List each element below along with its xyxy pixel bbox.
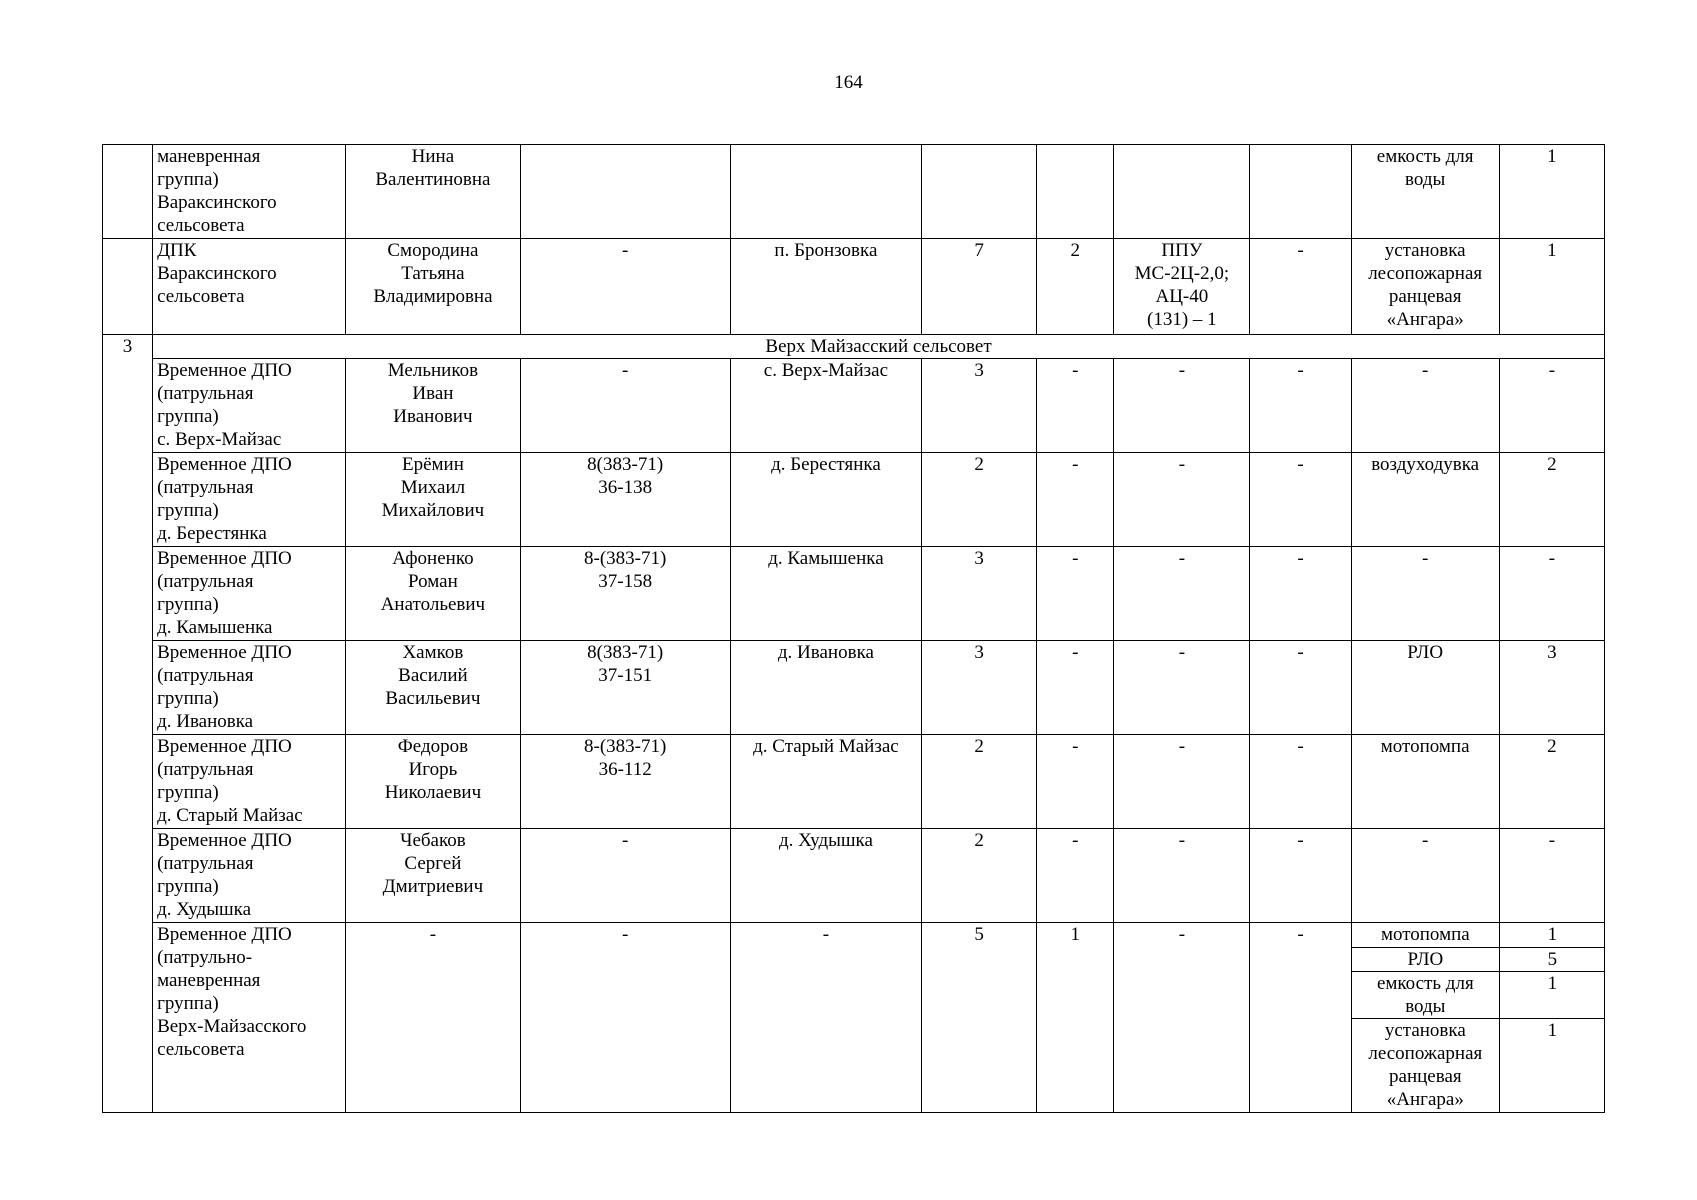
org-cell: Временное ДПО (патрульная группа) д. Худышка — [153, 829, 346, 923]
equipment-cell: - — [1351, 547, 1499, 641]
qty-cell: - — [1499, 359, 1604, 453]
fire-tech-cell: - — [1114, 923, 1250, 1113]
fire-tech-cell: - — [1114, 453, 1250, 547]
org-cell: Временное ДПО (патрульная группа) с. Верх-Майзас — [153, 359, 346, 453]
equipment-cell: РЛО — [1351, 641, 1499, 735]
table-row — [103, 923, 1605, 1113]
fire-tech-cell: - — [1114, 641, 1250, 735]
table-row — [103, 641, 1605, 735]
location-cell: - — [730, 923, 921, 1113]
phone-cell: - — [520, 359, 730, 453]
section-number-cell — [103, 145, 153, 239]
table-row — [103, 829, 1605, 923]
qty-cell: - — [1499, 829, 1604, 923]
head-cell: Хамков Василий Васильевич — [346, 641, 520, 735]
table-row — [103, 145, 1605, 239]
qty-cell: 3 — [1499, 641, 1604, 735]
org-cell: Временное ДПО (патрульная группа) д. Берестянка — [153, 453, 346, 547]
org-cell: Временное ДПО (патрульная группа) д. Ивановка — [153, 641, 346, 735]
people-cell: 7 — [922, 239, 1037, 335]
head-cell: - — [346, 923, 520, 1113]
equipment-name: мотопомпа — [1352, 923, 1500, 947]
head-cell: Мельников Иван Иванович — [346, 359, 520, 453]
qty-cell: 1 — [1499, 239, 1604, 335]
phone-cell: 8(383-71) 36-138 — [520, 453, 730, 547]
other-tech-cell: - — [1250, 547, 1351, 641]
phone-cell: - — [520, 829, 730, 923]
equipment-cell: установка лесопожарная ранцевая «Ангара» — [1351, 239, 1499, 335]
other-tech-cell: - — [1250, 641, 1351, 735]
location-cell: п. Бронзовка — [730, 239, 921, 335]
equipment-cell: мотопомпа — [1351, 735, 1499, 829]
vehicles-cell: - — [1037, 735, 1114, 829]
page-number: 164 — [834, 72, 863, 93]
people-cell: 3 — [922, 641, 1037, 735]
equipment-qty: 1 — [1500, 1018, 1605, 1112]
equipment-name: емкость для воды — [1352, 971, 1500, 1018]
equipment-qty: 1 — [1500, 971, 1605, 1018]
fire-tech-cell: - — [1114, 359, 1250, 453]
table-row — [103, 547, 1605, 641]
table-row — [103, 453, 1605, 547]
section-number: 3 — [103, 335, 153, 1113]
fire-units-table — [102, 144, 1605, 1113]
equipment-group-cell — [1351, 923, 1604, 1113]
equipment-cell: - — [1351, 829, 1499, 923]
vehicles-cell: - — [1037, 359, 1114, 453]
fire-tech-cell: - — [1114, 829, 1250, 923]
people-cell: 5 — [922, 923, 1037, 1113]
phone-cell: - — [520, 239, 730, 335]
head-cell: Смородина Татьяна Владимировна — [346, 239, 520, 335]
phone-cell: 8-(383-71) 37-158 — [520, 547, 730, 641]
equipment-subrow — [1352, 1018, 1605, 1112]
phone-cell — [520, 145, 730, 239]
qty-cell: 2 — [1499, 735, 1604, 829]
phone-cell: 8(383-71) 37-151 — [520, 641, 730, 735]
other-tech-cell: - — [1250, 923, 1351, 1113]
other-tech-cell: - — [1250, 453, 1351, 547]
equipment-subrow — [1352, 923, 1605, 947]
vehicles-cell: - — [1037, 547, 1114, 641]
people-cell: 2 — [922, 829, 1037, 923]
other-tech-cell — [1250, 145, 1351, 239]
qty-cell: 1 — [1499, 145, 1604, 239]
people-cell: 2 — [922, 735, 1037, 829]
section-title: Верх Майзасский сельсовет — [153, 335, 1605, 359]
fire-tech-cell — [1114, 145, 1250, 239]
org-cell: ДПК Вараксинского сельсовета — [153, 239, 346, 335]
people-cell — [922, 145, 1037, 239]
equipment-cell: емкость для воды — [1351, 145, 1499, 239]
table-row — [103, 239, 1605, 335]
people-cell: 2 — [922, 453, 1037, 547]
vehicles-cell: 1 — [1037, 923, 1114, 1113]
org-cell: Временное ДПО (патрульно- маневренная группа) Верх-Майзасского сельсовета — [153, 923, 346, 1113]
vehicles-cell: 2 — [1037, 239, 1114, 335]
location-cell: д. Ивановка — [730, 641, 921, 735]
head-cell: Федоров Игорь Николаевич — [346, 735, 520, 829]
qty-cell: 2 — [1499, 453, 1604, 547]
equipment-qty: 5 — [1500, 947, 1605, 971]
people-cell: 3 — [922, 359, 1037, 453]
equipment-name: установка лесопожарная ранцевая «Ангара» — [1352, 1018, 1500, 1112]
equipment-subrow — [1352, 971, 1605, 1018]
fire-tech-cell: - — [1114, 547, 1250, 641]
location-cell: с. Верх-Майзас — [730, 359, 921, 453]
location-cell: д. Камышенка — [730, 547, 921, 641]
equipment-qty: 1 — [1500, 923, 1605, 947]
vehicles-cell: - — [1037, 453, 1114, 547]
equipment-cell: - — [1351, 359, 1499, 453]
table-row — [103, 735, 1605, 829]
section-header-row — [103, 335, 1605, 359]
location-cell: д. Берестянка — [730, 453, 921, 547]
org-cell: Временное ДПО (патрульная группа) д. Камышенка — [153, 547, 346, 641]
vehicles-cell: - — [1037, 641, 1114, 735]
head-cell: Нина Валентиновна — [346, 145, 520, 239]
phone-cell: - — [520, 923, 730, 1113]
vehicles-cell: - — [1037, 829, 1114, 923]
equipment-subrow — [1352, 947, 1605, 971]
org-cell: маневренная группа) Вараксинского сельсовета — [153, 145, 346, 239]
other-tech-cell: - — [1250, 239, 1351, 335]
other-tech-cell: - — [1250, 829, 1351, 923]
head-cell: Чебаков Сергей Дмитриевич — [346, 829, 520, 923]
other-tech-cell: - — [1250, 359, 1351, 453]
location-cell — [730, 145, 921, 239]
qty-cell: - — [1499, 547, 1604, 641]
head-cell: Афоненко Роман Анатольевич — [346, 547, 520, 641]
org-cell: Временное ДПО (патрульная группа) д. Старый Майзас — [153, 735, 346, 829]
location-cell: д. Худышка — [730, 829, 921, 923]
table-row — [103, 359, 1605, 453]
phone-cell: 8-(383-71) 36-112 — [520, 735, 730, 829]
fire-tech-cell: ППУ МС-2Ц-2,0; АЦ-40 (131) – 1 — [1114, 239, 1250, 335]
other-tech-cell: - — [1250, 735, 1351, 829]
vehicles-cell — [1037, 145, 1114, 239]
equipment-cell: воздуходувка — [1351, 453, 1499, 547]
fire-tech-cell: - — [1114, 735, 1250, 829]
people-cell: 3 — [922, 547, 1037, 641]
head-cell: Ерёмин Михаил Михайлович — [346, 453, 520, 547]
location-cell: д. Старый Майзас — [730, 735, 921, 829]
section-number-cell — [103, 239, 153, 335]
equipment-subtable — [1352, 923, 1605, 1112]
equipment-name: РЛО — [1352, 947, 1500, 971]
